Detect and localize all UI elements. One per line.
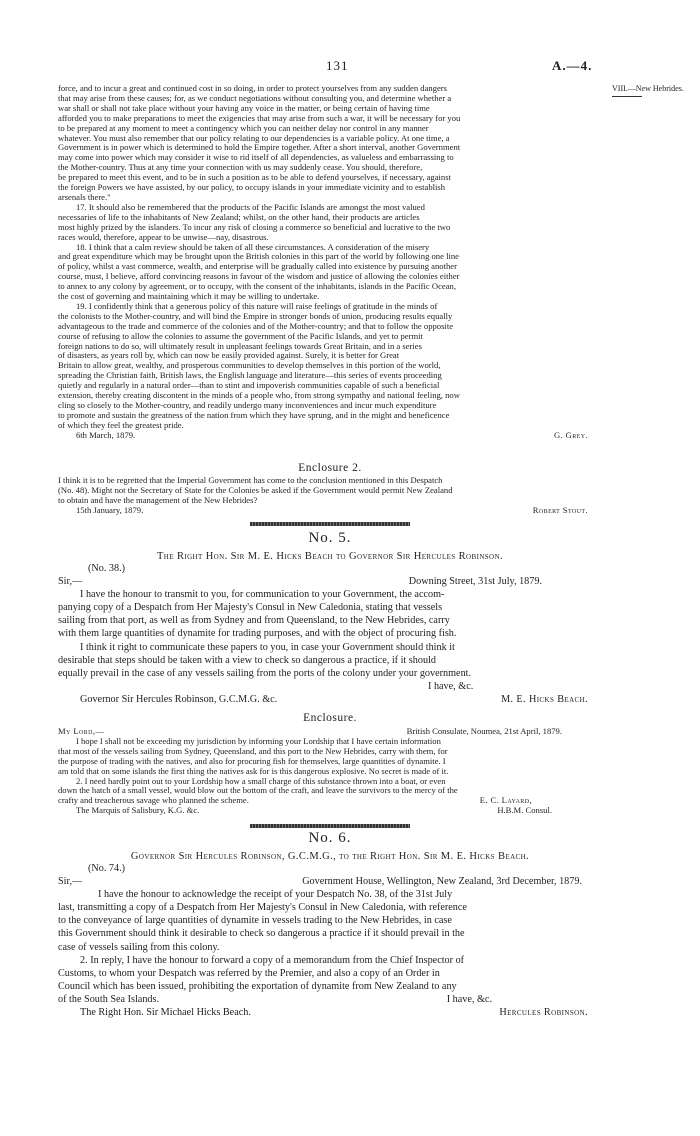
despatch-footer <box>58 693 602 706</box>
text-line: with them large quantities of dynamite for trading purposes, and with the object of procuring fish. <box>58 628 457 640</box>
text-line: the purpose of trading with the natives, and also for procuring fish for themselves, large quantities of dynamite. I <box>58 755 446 766</box>
paragraph-17 <box>58 203 602 243</box>
text-line: afforded you to make preparations to meet the exigencies that may arise from such a war, it will be necessary for you <box>58 112 461 123</box>
despatch-footer <box>58 1006 602 1019</box>
salutation: Sir,— <box>58 876 83 888</box>
text-line: whatever. You must also remember that our policy relating to our dependencies is a variable policy. At one time, a <box>58 132 450 143</box>
despatch-no-6 <box>58 830 602 1019</box>
text-line: 19. I confidently think that a generous policy of this nature will raise feelings of gratitude in the minds of <box>76 300 438 311</box>
address-date: British Consulate, Noumea, 21st April, 1879. <box>406 726 562 736</box>
despatch-number: No. 6. <box>308 830 352 846</box>
text-line: I have the honour to transmit to you, for communication to your Government, the accom- <box>80 589 445 601</box>
signature-title: H.B.M. Consul. <box>497 805 552 816</box>
despatch-salutation-row <box>58 575 602 588</box>
signature: E. C. Layard, <box>479 795 532 806</box>
text-line: extension, thereby creating discontent in the minds of a people who, from strong sympathy and national feeling, now <box>58 390 460 401</box>
text-line: foreign nations to do so, will ultimately result in unpleasant feelings towards Great Britain, and in a series <box>58 340 422 351</box>
text-line: to obtain and have the management of the New Hebrides? <box>58 494 258 505</box>
despatch-title: The Right Hon. Sir M. E. Hicks Beach to Governor Sir Hercules Robinson. <box>156 551 503 562</box>
text-line: necessaries of life to the inhabitants of New Zealand; whilst, on the other hand, their products are articles <box>58 211 420 222</box>
text-line: case of vessels sailing from this colony. <box>58 941 220 953</box>
section-divider <box>250 522 410 526</box>
document-reference: A.—4. <box>552 58 593 73</box>
text-line: last, transmitting a copy of a Despatch from Her Majesty's Consul in New Caledonia, with reference <box>58 902 467 914</box>
margin-note <box>612 84 692 97</box>
text-line: 17. It should also be remembered that the products of the Pacific Islands are amongst the most valued <box>76 201 425 212</box>
text-line: Council which has been issued, prohibiting the exportation of dynamite from New Zealand to any <box>58 980 457 992</box>
text-line: the colonists to the Mother-country, and will bind the Empire in stronger bonds of union, producing results equally <box>58 310 453 321</box>
closing: I have, &c. <box>428 680 474 692</box>
enclosure-2-signature: Robert Stout. <box>532 504 588 515</box>
text-line: advantageous to the trade and commerce of the colonies and of the Mother-country; and that to follow the opposite <box>58 320 454 331</box>
text-line: equally prevail in the case of any vessels sailing from the ports of the colony under your government. <box>58 667 472 679</box>
text-line: quietly and regularly in a natural order—than to stint and impoverish communities capable of such a beneficial <box>58 380 440 391</box>
margin-note-underline <box>612 96 642 97</box>
text-line: sailing from that port, as well as from Sydney and from Queensland, to the New Hebrides, carry <box>58 615 450 627</box>
despatch-salutation-row <box>58 875 602 888</box>
address-date: Government House, Wellington, New Zealand, 3rd December, 1879. <box>302 876 582 888</box>
text-line: spreading the Christian faith, British laws, the English language and literature—this series of events proceeding <box>58 370 442 381</box>
enclosure-2-body <box>58 476 602 516</box>
text-line: force, and to incur a great and continued cost in so doing, in order to protect yourselves from any sudden dangers <box>58 83 447 93</box>
text-line: of the South Sea Islands. <box>58 993 160 1005</box>
addressee: Governor Sir Hercules Robinson, G.C.M.G. &c. <box>80 693 278 705</box>
text-line: 2. I need hardly point out to your Lordship how a small charge of this substance thrown into a boat, or even <box>76 775 446 786</box>
enclosure-2-heading: Enclosure 2. <box>298 462 362 474</box>
text-line: this Government should think it desirable to check so dangerous a practice if it should prevail in the <box>58 928 465 940</box>
letter-date: 6th March, 1879. <box>76 429 136 440</box>
despatch-body <box>58 888 602 1019</box>
text-line: down the hatch of a small vessel, would blow out the bottom of the craft, and leave the survivors to the mercy of the <box>58 785 458 796</box>
text-line: to be prepared at any moment to meet a contingency which you can neither delay nor control in any manner <box>58 122 429 133</box>
text-line: of which they feel the greatest pride. <box>58 419 184 430</box>
despatch-title: Governor Sir Hercules Robinson, G.C.M.G., to the Right Hon. Sir M. E. Hicks Beach. <box>130 851 530 862</box>
signature: M. E. Hicks Beach. <box>501 693 588 705</box>
despatch-no-5 <box>58 530 602 706</box>
text-line: I think it right to communicate these papers to you, in case your Government should think it <box>80 641 455 653</box>
despatch-ref: (No. 38.) <box>88 563 126 574</box>
text-line: I hope I shall not be exceeding my jurisdiction by informing your Lordship that I have certain information <box>76 735 441 746</box>
section-divider <box>250 824 410 828</box>
signature: Hercules Robinson. <box>499 1007 588 1019</box>
grey-letter <box>58 84 602 441</box>
despatch-body <box>58 588 602 706</box>
text-line: (No. 48). Might not the Secretary of State for the Colonies be asked if the Government would permit New Zealand <box>58 484 453 495</box>
text-line: arsenals there." <box>58 191 111 202</box>
text-line: Customs, to whom your Despatch was referred by the Premier, and also a copy of an Order in <box>58 967 440 979</box>
text-line: panying copy of a Despatch from Her Majesty's Consul in New Caledonia, stating that vessels <box>58 602 443 614</box>
text-line: Britain to allow great, wealthy, and prosperous communities to develop themselves in this portion of the world, <box>58 360 441 371</box>
despatch-line-9 <box>58 993 602 1006</box>
text-line: that may arise from these causes; for, as we conduct negotiations without consulting you, and determine whether a <box>58 92 452 103</box>
lead-paragraph <box>58 84 602 203</box>
margin-note-text: VIII.—New Hebrides. <box>612 84 684 93</box>
text-line: that most of the vessels sailing from Sydney, Queensland, and this port to the New Hebrides, carry with them, for <box>58 745 448 756</box>
paragraph-18 <box>58 243 602 302</box>
text-line: of disasters, as years roll by, which can now be easily provided against. Surely, it is better for Great <box>58 350 400 361</box>
addressee: The Marquis of Salisbury, K.G. &c. <box>76 805 200 816</box>
text-line: desirable that steps should be taken with a view to check so dangerous a practice, if it should <box>58 654 436 666</box>
text-line: course, must, I believe, afford convincing reasons in favour of the wisdom and justice of allowing the colonies either <box>58 271 460 282</box>
enclosure-2-footer <box>58 506 602 516</box>
despatch-number: No. 5. <box>308 530 352 546</box>
text-line: most highly prized by the islanders. To incur any risk of closing a commerce so beneficial and lucrative to the two <box>58 221 451 232</box>
text-line: am told that on some islands the first thing the natives ask for is this dangerous explosive. No secret is made of it. <box>58 765 449 776</box>
text-line: the foreign Powers we have assisted, by our policy, to occupy islands in your immediate vicinity and to establish <box>58 182 446 193</box>
enclosure-heading: Enclosure. <box>303 712 357 724</box>
enclosure <box>58 712 602 828</box>
letter-footer <box>58 431 602 441</box>
letter-signature: G. Grey. <box>553 429 588 440</box>
enclosure-2 <box>58 462 602 526</box>
text-line: and great expenditure which may be brought upon the British colonies in this part of the world by following one line <box>58 251 459 262</box>
page-number: 131 <box>326 58 349 73</box>
text-line: I have the honour to acknowledge the receipt of your Despatch No. 38, of the 31st July <box>98 889 453 901</box>
text-line: to annex to any colony by agreement, or to occupy, with the consent of the inhabitants, islands in the Pacific Ocean, <box>58 281 456 292</box>
enclosure-footer <box>58 806 602 816</box>
address-date: Downing Street, 31st July, 1879. <box>408 576 542 588</box>
enclosure-body <box>58 727 602 816</box>
text-line: be prepared to meet this event, and to be in such a position as to be able to defend yourselves, if necessary, against <box>58 172 451 183</box>
text-line: war shall or shall not take place without your having any voice in the matter, or being certain of having time <box>58 102 430 113</box>
text-line: may come into power which may consider it wise to rid itself of all dependencies, as valueless and embarrassing to <box>58 152 454 163</box>
text-line: the cost of governing and maintaining which it may be willing to undertake. <box>58 291 320 302</box>
text-line: I think it is to be regretted that the Imperial Government has come to the conclusion mentioned in this Despatch <box>58 475 443 485</box>
text-line: crafty and treacherous savage who planned the scheme. <box>58 795 249 806</box>
text-line: of policy, whilst a vast commerce, wealth, and enterprise will be gradually called into existence by pursuing another <box>58 261 457 272</box>
text-line: course of refusing to allow the colonies to assume the government of the Pacific Islands, and yet to permit <box>58 330 423 341</box>
text-line: Government is in power which is determined to hold the Empire together. After a short interval, another Government <box>58 142 461 153</box>
text-line: the Mother-country. Thus at any time your connection with us may suddenly cease. You should, therefore, <box>58 162 423 173</box>
text-line: cling so closely to the Mother-country, and readily undergo many inconveniences and incur much expenditure <box>58 400 437 410</box>
enclosure-2-date: 15th January, 1879. <box>76 504 144 515</box>
text-line: 2. In reply, I have the honour to forward a copy of a memorandum from the Chief Inspector of <box>80 954 465 966</box>
text-line: 18. I think that a calm review should be taken of all these circumstances. A consideration of the misery <box>76 241 430 252</box>
addressee: The Right Hon. Sir Michael Hicks Beach. <box>80 1007 251 1019</box>
text-line: to the conveyance of large quantities of dynamite in vessels trading to the New Hebrides, in case <box>58 915 452 927</box>
text-line: races would, therefore, appear to be unwise—nay, disastrous. <box>58 231 269 242</box>
despatch-ref: (No. 74.) <box>88 863 126 874</box>
salutation: My Lord,— <box>58 726 105 736</box>
paragraph-19 <box>58 302 602 431</box>
text-line: to promote and sustain the greatness of the nation from which they have sprung, and in the might and beneficence <box>58 409 450 420</box>
salutation: Sir,— <box>58 576 83 588</box>
closing: I have, &c. <box>446 993 492 1005</box>
